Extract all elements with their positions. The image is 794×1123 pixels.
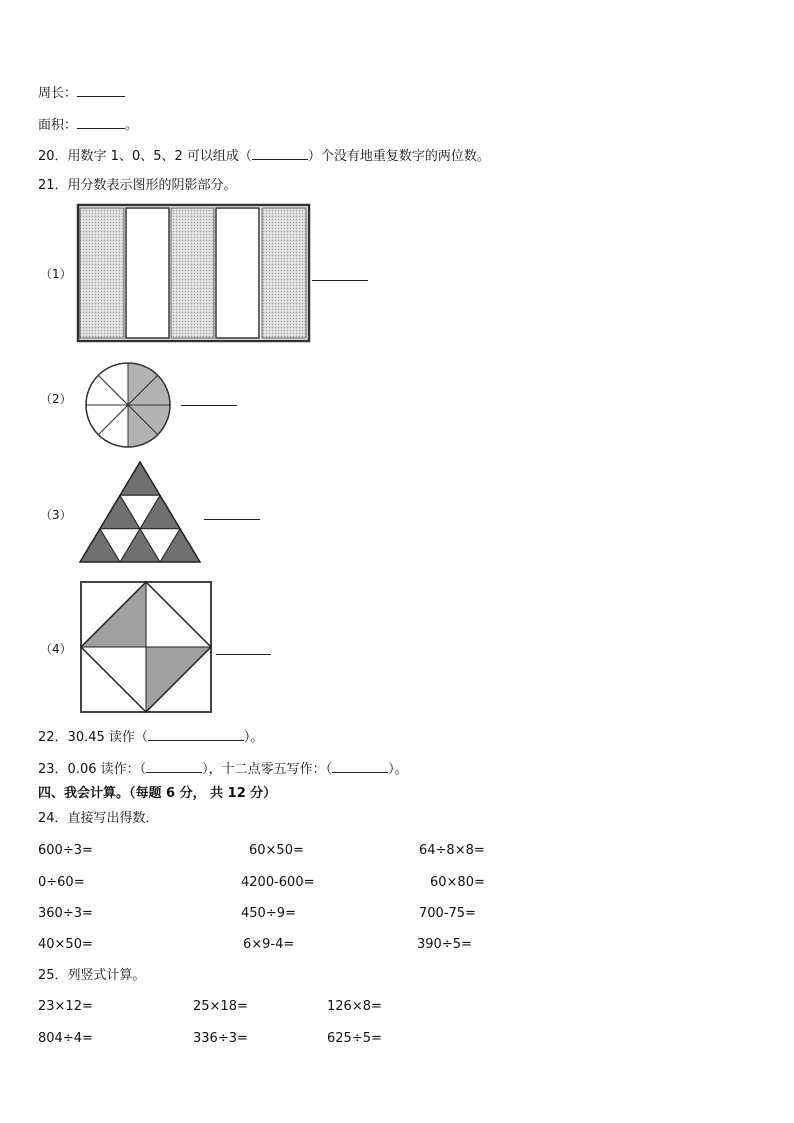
calc-item: 700-75= [419, 906, 476, 921]
vertical-calc-item: 25×18= [193, 999, 248, 1014]
perimeter-line [38, 84, 125, 102]
figure-1-rect-strips [76, 203, 312, 345]
vertical-calc-item: 336÷3= [193, 1031, 248, 1046]
calc-item: 600÷3= [38, 843, 93, 858]
vertical-calc-item: 625÷5= [327, 1031, 382, 1046]
perimeter-blank[interactable] [77, 84, 125, 97]
figure-4-square-diamond [78, 579, 214, 715]
section-4-heading: 四、我会计算。（每题 6 分， 共 12 分） [38, 786, 277, 801]
figure-4-answer-line[interactable] [216, 654, 271, 655]
area-blank[interactable] [77, 116, 125, 129]
question-22: 22．30.45 读作（ ）。 [38, 730, 264, 745]
calc-item: 64÷8×8= [419, 843, 485, 858]
figure-label-4: （4） [40, 642, 72, 656]
q23-blank-1[interactable] [146, 760, 202, 773]
figure-2-answer-line[interactable] [181, 405, 237, 406]
figure-2-circle-sectors [84, 361, 172, 449]
figure-3-answer-line[interactable] [204, 519, 260, 520]
calc-item: 40×50= [38, 937, 93, 952]
calc-item: 60×80= [430, 875, 485, 890]
figure-label-2: （2） [40, 392, 72, 406]
vertical-calc-item: 23×12= [38, 999, 93, 1014]
calc-item: 450÷9= [241, 906, 296, 921]
vertical-calc-item: 804÷4= [38, 1031, 93, 1046]
figure-1-answer-line[interactable] [312, 280, 368, 281]
q22-blank[interactable] [148, 728, 244, 741]
figure-label-3: （3） [40, 508, 72, 522]
question-23: 23．0.06 读作：（ ），十二点零五写作：（ ）。 [38, 762, 408, 777]
question-20: 20．用数字 1、0、5、2 可以组成（ ）个没有地重复数字的两位数。 [38, 149, 490, 164]
calc-item: 6×9-4= [243, 937, 295, 952]
area-line: 面积： 。 [38, 118, 139, 133]
question-21: 21．用分数表示图形的阴影部分。 [38, 178, 237, 193]
q23-blank-2[interactable] [332, 760, 388, 773]
calc-item: 60×50= [249, 843, 304, 858]
calc-item: 390÷5= [417, 937, 472, 952]
figure-3-triangle-grid [78, 460, 202, 566]
vertical-calc-item: 126×8= [327, 999, 382, 1014]
calc-item: 4200-600= [241, 875, 315, 890]
area-label: 面积： [38, 118, 78, 133]
figure-label-1: （1） [40, 267, 72, 281]
calc-item: 360÷3= [38, 906, 93, 921]
perimeter-label: 周长： [38, 86, 78, 101]
calc-item: 0÷60= [38, 875, 85, 890]
question-24: 24．直接写出得数． [38, 811, 159, 826]
q20-blank[interactable] [252, 147, 308, 160]
question-25: 25．列竖式计算。 [38, 968, 146, 983]
